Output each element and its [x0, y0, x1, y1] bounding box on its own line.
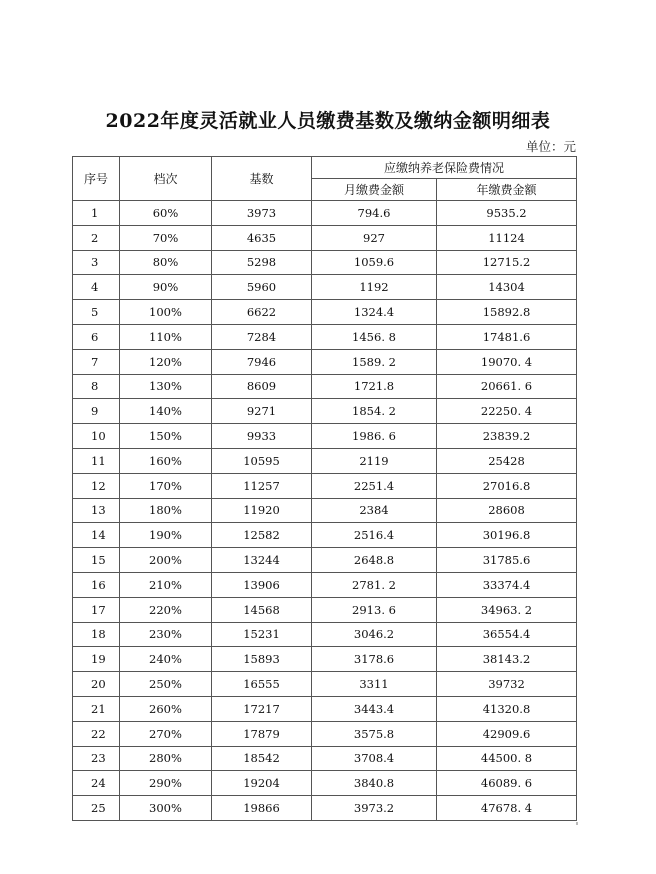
- header-monthly: 月缴费金额: [312, 179, 437, 201]
- cell-grade: 270%: [120, 721, 212, 746]
- cell-monthly: 1721.8: [312, 374, 437, 399]
- cell-annual: 19070. 4: [437, 349, 577, 374]
- table-row: [73, 399, 577, 424]
- cell-annual: 38143.2: [437, 647, 577, 672]
- cell-monthly: 794.6: [312, 201, 437, 226]
- cell-grade: 150%: [120, 424, 212, 449]
- cell-base: 16555: [212, 672, 312, 697]
- cell-annual: 11124: [437, 225, 577, 250]
- cell-grade: 200%: [120, 548, 212, 573]
- cell-monthly: 3311: [312, 672, 437, 697]
- cell-base: 11920: [212, 498, 312, 523]
- cell-grade: 120%: [120, 349, 212, 374]
- cell-grade: 100%: [120, 300, 212, 325]
- cell-monthly: 3178.6: [312, 647, 437, 672]
- header-index: 序号: [73, 157, 120, 201]
- cell-index: 15: [73, 548, 120, 573]
- cell-index: 23: [73, 746, 120, 771]
- cell-index: 1: [73, 201, 120, 226]
- header-grade: 档次: [120, 157, 212, 201]
- cell-grade: 300%: [120, 796, 212, 821]
- cell-annual: 33374.4: [437, 572, 577, 597]
- cell-index: 7: [73, 349, 120, 374]
- unit-label: 单位：元: [525, 139, 576, 154]
- cell-index: 6: [73, 324, 120, 349]
- cell-index: 16: [73, 572, 120, 597]
- table-row: [73, 275, 577, 300]
- cell-index: 12: [73, 473, 120, 498]
- cell-annual: 28608: [437, 498, 577, 523]
- cell-monthly: 1854. 2: [312, 399, 437, 424]
- cell-grade: 180%: [120, 498, 212, 523]
- cell-base: 10595: [212, 448, 312, 473]
- cell-base: 18542: [212, 746, 312, 771]
- cell-base: 17879: [212, 721, 312, 746]
- contribution-table: [72, 156, 577, 821]
- cell-grade: 250%: [120, 672, 212, 697]
- cell-grade: 240%: [120, 647, 212, 672]
- cell-base: 13244: [212, 548, 312, 573]
- cell-grade: 160%: [120, 448, 212, 473]
- header-base: 基数: [212, 157, 312, 201]
- cell-annual: 30196.8: [437, 523, 577, 548]
- cell-annual: 47678. 4: [437, 796, 577, 821]
- cell-base: 7284: [212, 324, 312, 349]
- cell-monthly: 1986. 6: [312, 424, 437, 449]
- cell-base: 17217: [212, 696, 312, 721]
- table-row: [73, 746, 577, 771]
- table-row: [73, 796, 577, 821]
- cell-index: 24: [73, 771, 120, 796]
- table-row: [73, 424, 577, 449]
- cell-annual: 46089. 6: [437, 771, 577, 796]
- cell-base: 12582: [212, 523, 312, 548]
- cell-index: 10: [73, 424, 120, 449]
- cell-annual: 15892.8: [437, 300, 577, 325]
- cell-grade: 140%: [120, 399, 212, 424]
- table-row: [73, 225, 577, 250]
- cell-annual: 17481.6: [437, 324, 577, 349]
- cell-monthly: 2781. 2: [312, 572, 437, 597]
- cell-base: 9271: [212, 399, 312, 424]
- table-row: [73, 374, 577, 399]
- cell-monthly: 3708.4: [312, 746, 437, 771]
- cell-base: 5960: [212, 275, 312, 300]
- cell-monthly: 1192: [312, 275, 437, 300]
- cell-base: 6622: [212, 300, 312, 325]
- cell-index: 17: [73, 597, 120, 622]
- cell-index: 13: [73, 498, 120, 523]
- cell-index: 9: [73, 399, 120, 424]
- cell-index: 2: [73, 225, 120, 250]
- table-row: [73, 647, 577, 672]
- table-row: [73, 300, 577, 325]
- cell-grade: 130%: [120, 374, 212, 399]
- table-row: [73, 473, 577, 498]
- table-row: [73, 201, 577, 226]
- cell-index: 21: [73, 696, 120, 721]
- table-row: [73, 572, 577, 597]
- cell-monthly: 3840.8: [312, 771, 437, 796]
- cell-monthly: 2516.4: [312, 523, 437, 548]
- cell-monthly: 3443.4: [312, 696, 437, 721]
- cell-base: 8609: [212, 374, 312, 399]
- cell-annual: 36554.4: [437, 622, 577, 647]
- cell-grade: 190%: [120, 523, 212, 548]
- table-body: [73, 201, 577, 821]
- cell-monthly: 2119: [312, 448, 437, 473]
- cell-index: 8: [73, 374, 120, 399]
- cell-monthly: 2384: [312, 498, 437, 523]
- cell-base: 11257: [212, 473, 312, 498]
- cell-monthly: 3046.2: [312, 622, 437, 647]
- table-row: [73, 498, 577, 523]
- cell-base: 13906: [212, 572, 312, 597]
- cell-index: 14: [73, 523, 120, 548]
- cell-grade: 70%: [120, 225, 212, 250]
- cell-index: 18: [73, 622, 120, 647]
- cell-index: 3: [73, 250, 120, 275]
- cell-annual: 31785.6: [437, 548, 577, 573]
- cell-index: 20: [73, 672, 120, 697]
- header-pension-group: 应缴纳养老保险费情况: [312, 157, 577, 179]
- cell-grade: 290%: [120, 771, 212, 796]
- cell-annual: 14304: [437, 275, 577, 300]
- cell-annual: 25428: [437, 448, 577, 473]
- cell-grade: 80%: [120, 250, 212, 275]
- cell-annual: 9535.2: [437, 201, 577, 226]
- table-row: [73, 696, 577, 721]
- table-row: [73, 771, 577, 796]
- cell-grade: 280%: [120, 746, 212, 771]
- cell-monthly: 2251.4: [312, 473, 437, 498]
- cell-monthly: 1589. 2: [312, 349, 437, 374]
- cell-base: 19866: [212, 796, 312, 821]
- cell-annual: 20661. 6: [437, 374, 577, 399]
- cell-grade: 220%: [120, 597, 212, 622]
- cell-grade: 210%: [120, 572, 212, 597]
- table-row: [73, 622, 577, 647]
- cell-base: 3973: [212, 201, 312, 226]
- cell-index: 5: [73, 300, 120, 325]
- cell-base: 14568: [212, 597, 312, 622]
- cell-annual: 44500. 8: [437, 746, 577, 771]
- cell-base: 7946: [212, 349, 312, 374]
- table-row: [73, 721, 577, 746]
- table-row: [73, 448, 577, 473]
- cell-annual: 41320.8: [437, 696, 577, 721]
- cell-index: 22: [73, 721, 120, 746]
- cell-grade: 170%: [120, 473, 212, 498]
- header-row-top: [73, 157, 577, 179]
- cell-base: 4635: [212, 225, 312, 250]
- table-row: [73, 324, 577, 349]
- cell-monthly: 1324.4: [312, 300, 437, 325]
- cell-base: 5298: [212, 250, 312, 275]
- cell-base: 15231: [212, 622, 312, 647]
- table-row: [73, 548, 577, 573]
- table-row: [73, 250, 577, 275]
- cell-monthly: 3575.8: [312, 721, 437, 746]
- cell-annual: 42909.6: [437, 721, 577, 746]
- cell-grade: 60%: [120, 201, 212, 226]
- cell-index: 25: [73, 796, 120, 821]
- document-title: 2022年度灵活就业人员缴费基数及缴纳金额明细表: [105, 110, 551, 132]
- table-row: [73, 349, 577, 374]
- table-row: [73, 597, 577, 622]
- cell-grade: 110%: [120, 324, 212, 349]
- page-edge-mark: [576, 822, 578, 825]
- cell-base: 9933: [212, 424, 312, 449]
- cell-monthly: 3973.2: [312, 796, 437, 821]
- cell-grade: 230%: [120, 622, 212, 647]
- cell-annual: 39732: [437, 672, 577, 697]
- cell-grade: 260%: [120, 696, 212, 721]
- cell-annual: 34963. 2: [437, 597, 577, 622]
- table-row: [73, 523, 577, 548]
- cell-annual: 22250. 4: [437, 399, 577, 424]
- header-annual: 年缴费金额: [437, 179, 577, 201]
- cell-base: 15893: [212, 647, 312, 672]
- table-row: [73, 672, 577, 697]
- cell-monthly: 1059.6: [312, 250, 437, 275]
- cell-index: 19: [73, 647, 120, 672]
- cell-base: 19204: [212, 771, 312, 796]
- cell-annual: 12715.2: [437, 250, 577, 275]
- cell-monthly: 1456. 8: [312, 324, 437, 349]
- cell-monthly: 2913. 6: [312, 597, 437, 622]
- cell-grade: 90%: [120, 275, 212, 300]
- cell-annual: 27016.8: [437, 473, 577, 498]
- cell-index: 11: [73, 448, 120, 473]
- cell-index: 4: [73, 275, 120, 300]
- cell-monthly: 2648.8: [312, 548, 437, 573]
- cell-monthly: 927: [312, 225, 437, 250]
- cell-annual: 23839.2: [437, 424, 577, 449]
